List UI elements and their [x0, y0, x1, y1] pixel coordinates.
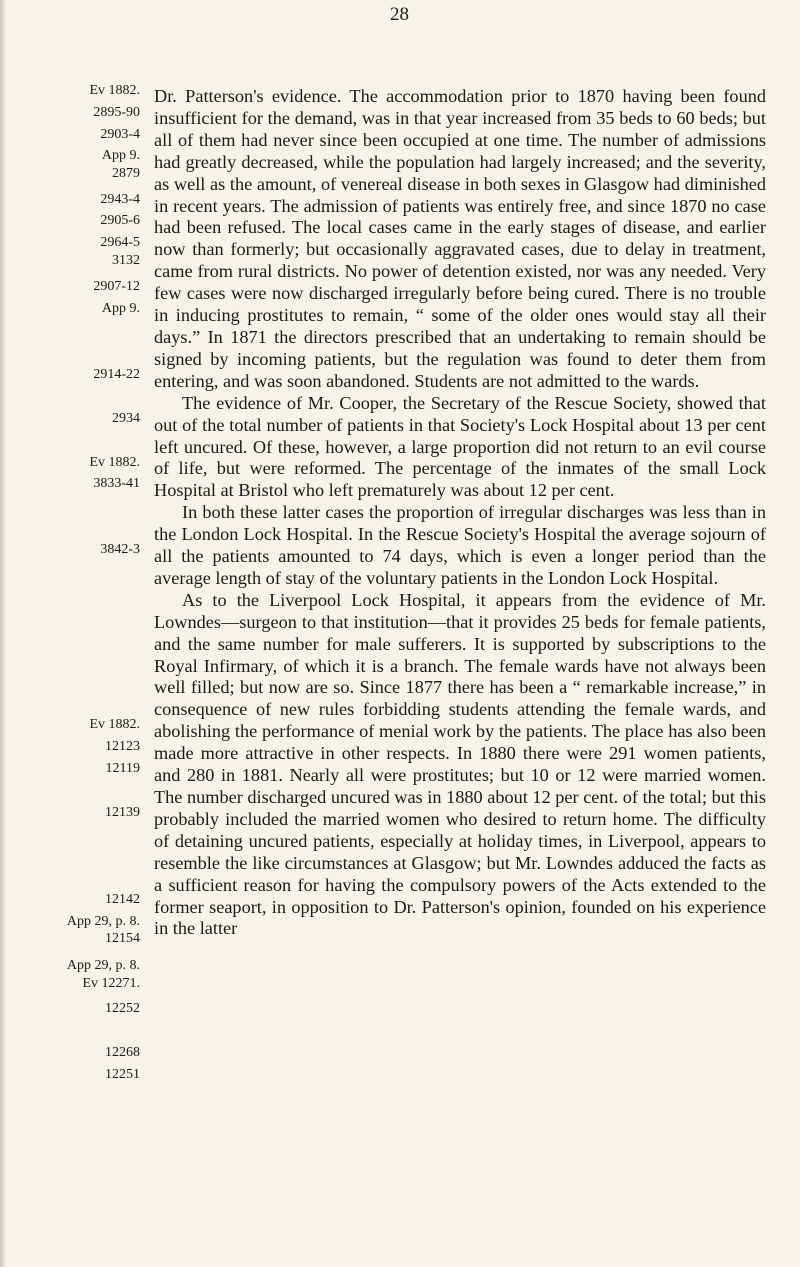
margin-note: Ev 1882.: [89, 717, 140, 732]
margin-note: 12251: [105, 1067, 140, 1082]
margin-note: 12142: [105, 892, 140, 907]
margin-note: 12268: [105, 1045, 140, 1060]
paragraph: Dr. Patterson's evidence. The accommodation prior to 1870 having been found insufficient for the demand, was in that year increased from 35 beds to 60 beds; but all of them had never since been occupied at one time. The number of admissions had greatly decreased, while the population had largely increased; and the severity, as well as the amount, of venereal disease in both sexes in Glasgow had diminished in recent years. The admission of patients was entirely free, and since 1870 no case had been refused. The local cases came in the early stages of disease, and earlier now than formerly; but occasionally aggravated cases, due to delay in treatment, came from rural districts. No power of detention existed, nor was any needed. Very few cases were now discharged irregularly before being cured. There is no trouble in inducing prostitutes to remain, “ some of the older ones would stay all their days.” In 1871 the directors prescribed that an undertaking to remain should be signed by incoming patients, but the regulation was found to deter them from entering, and was soon abandoned. Students are not admitted to the wards.: [154, 86, 766, 391]
paragraph: As to the Liverpool Lock Hospital, it appears from the evidence of Mr. Lowndes—surgeon to that institution—that it provides 25 beds for female patients, and the same number for male sufferers. It is supported by subscriptions to the Royal Infirmary, of which it is a branch. The female wards have not always been well filled; but now are so. Since 1877 there has been a “ remarkable increase,” in consequence of new rules forbidding students attending the female wards, and abolishing the performance of menial work by the patients. The place has also been made more attractive in other respects. In 1880 there were 291 women patients, and 280 in 1881. Nearly all were prostitutes; but 10 or 12 were married women. The number discharged uncured was in 1880 about 12 per cent. of the total; but this probably included the married women who desired to return home. The difficulty of detaining uncured patients, especially at holiday times, in Liverpool, appears to resemble the like circumstances at Glasgow; but Mr. Lowndes adduced the facts as a sufficient reason for having the compulsory powers of the Acts extended to the former seaport, in opposition to Dr. Patterson's opinion, founded on his experience in the latter: [154, 589, 766, 939]
margin-note: 12252: [105, 1001, 140, 1016]
margin-note: 2964-5 3132: [100, 235, 140, 268]
main-text: [154, 86, 766, 940]
margin-note: 12123: [105, 739, 140, 754]
margin-note: App 29, p. 8.: [66, 914, 140, 929]
margin-note: 12139: [105, 805, 140, 820]
page-number: 28: [390, 4, 409, 25]
margin-note: 12119: [105, 761, 140, 776]
margin-note: 3842-3: [100, 542, 140, 557]
margin-note: Ev 12271.: [82, 976, 140, 991]
margin-note: App 29, p. 8.: [66, 958, 140, 973]
margin-note: 2934: [112, 411, 140, 426]
paragraph: In both these latter cases the proportion of irregular discharges was less than in the London Lock Hospital. In the Rescue Society's Hospital the average sojourn of all the patients amounted to 74 days, which is even a longer period than the average length of stay of the voluntary patients in the London Lock Hospital.: [154, 502, 766, 588]
margin-note: 2914-22: [93, 367, 140, 382]
margin-note: 2905-6: [100, 213, 140, 228]
margin-note: 2943-4: [100, 192, 140, 207]
margin-note: 2895-90: [93, 105, 140, 120]
margin-note: App 9. 2879: [101, 148, 140, 181]
margin-note: App 9.: [101, 301, 140, 316]
margin-note: 3833-41: [93, 476, 140, 491]
margin-note: 2907-12: [93, 279, 140, 294]
margin-note: Ev 1882.: [89, 455, 140, 470]
margin-note: 12154: [105, 931, 140, 946]
margin-note: Ev 1882.: [89, 83, 140, 98]
margin-note: 2903-4: [100, 127, 140, 142]
paragraph: The evidence of Mr. Cooper, the Secretary of the Rescue Society, showed that out of the total number of patients in that Society's Lock Hospital about 13 per cent left uncured. Of these, however, a large proportion did not return to an evil course of life, but were reformed. The percentage of the inmates of the small Lock Hospital at Bristol who left prematurely was about 12 per cent.: [154, 392, 766, 501]
